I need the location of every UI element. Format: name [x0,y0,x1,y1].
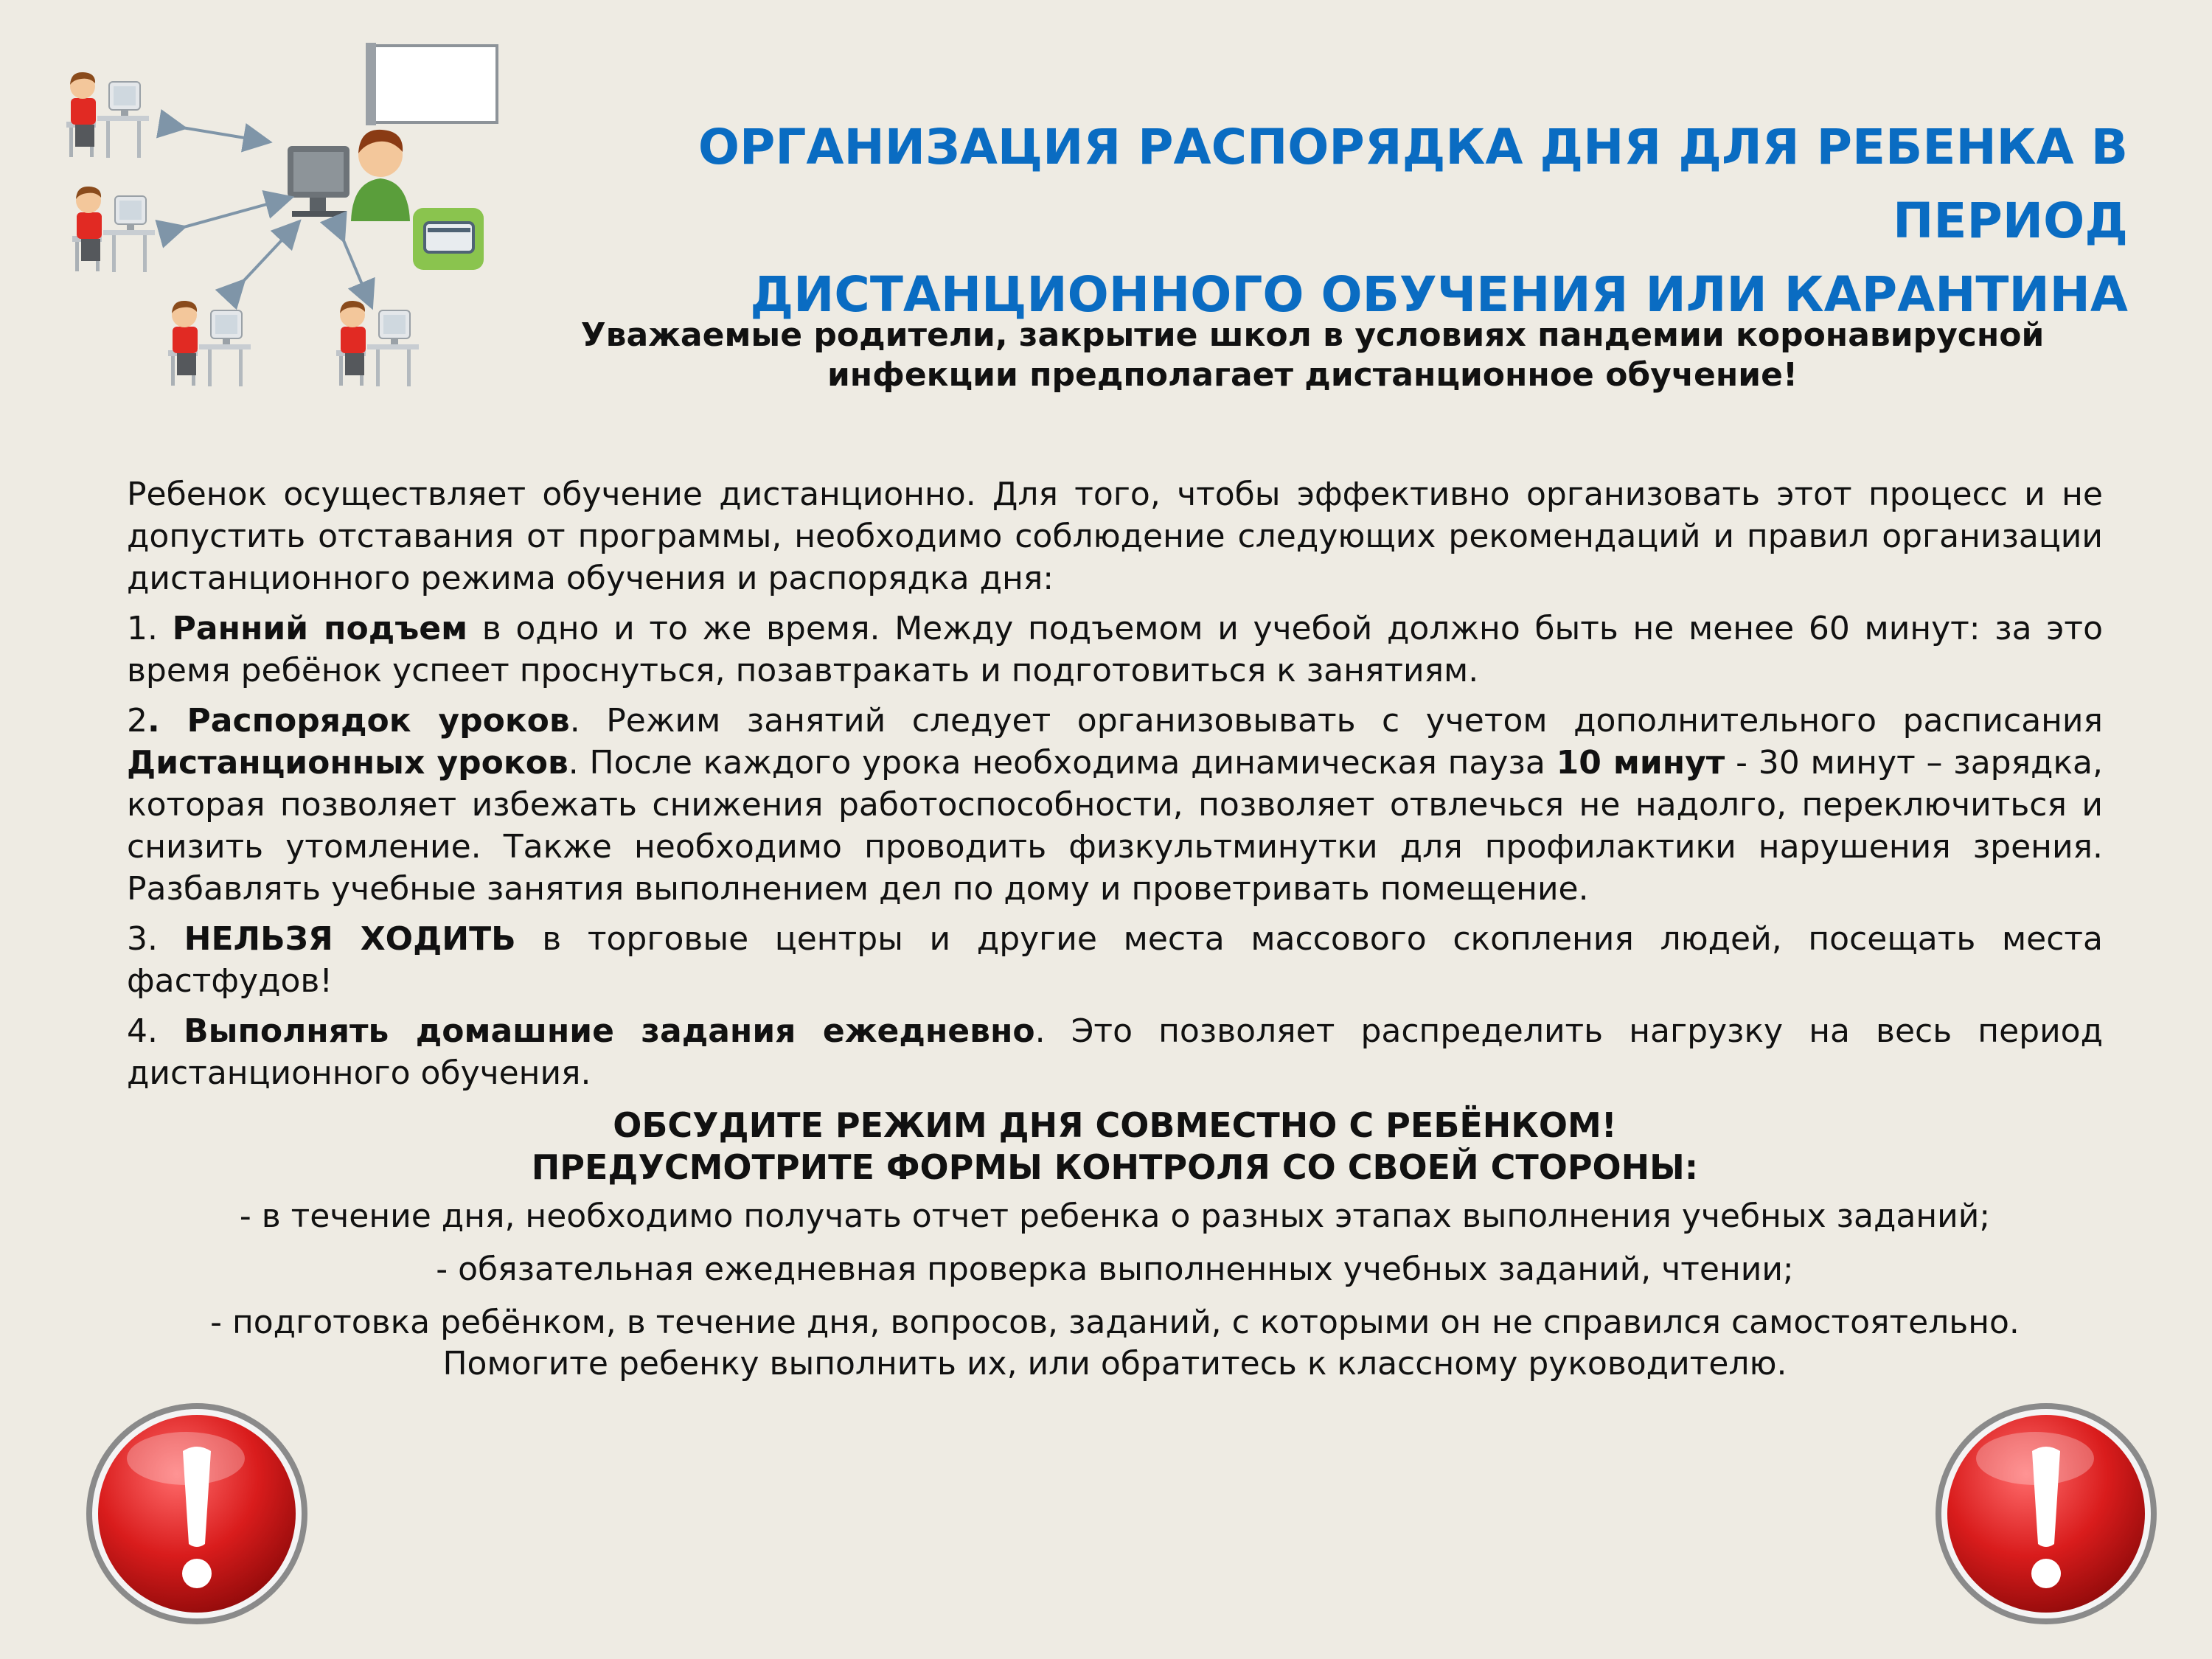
exclamation-warning-icon [83,1399,311,1628]
control-item-3 [127,1302,2103,1385]
control-item-3-line-1: - подготовка ребёнком, в течение дня, вопросов, заданий, с которыми он не справился самостоятельно. [210,1304,2020,1341]
call-to-action [127,1105,2103,1189]
control-forms-list [127,1196,2103,1397]
control-item-3-line-2: Помогите ребенку выполнить их, или обратитесь к классному руководителю. [442,1345,1787,1382]
rule-3-text: в торговые центры и другие места массового скопления людей, посещать места фастфудов! [127,920,2103,1000]
rule-1 [127,608,2103,692]
page-title [543,111,2128,332]
rule-1-text: в одно и то же время. Между подъемом и учебой должно быть не менее 60 минут: за это время ребёнок успеет проснуться, позавтракать и подготовиться к занятиям. [127,610,2103,689]
rule-2-number: 2 [127,702,147,740]
subtitle-line-2: инфекции предполагает дистанционное обучение! [827,356,1798,394]
subtitle [516,316,2109,395]
rule-2 [127,700,2103,910]
rule-2-bold-3: 10 минут [1556,744,1725,782]
control-item-1: - в течение дня, необходимо получать отчет ребенка о разных этапах выполнения учебных заданий; [239,1197,1991,1235]
cta-line-1: ОБСУДИТЕ РЕЖИМ ДНЯ СОВМЕСТНО С РЕБЁНКОМ! [613,1105,1617,1145]
rule-2-text-3: - 30 минут – зарядка, которая позволяет избежать снижения работоспособности, позволяет отвлечься не надолго, переключиться и снизить утомление. Также необходимо проводить физкультминутки для профилактики нарушения зрения. Разбавлять учебные занятия выполнением дел по дому и проветривать помещение. [127,744,2104,908]
distance-learning-illustration [44,37,516,413]
rule-4-number: 4. [127,1012,184,1050]
rule-4 [127,1010,2103,1094]
rule-1-number: 1. [127,610,158,647]
control-item-2: - обязательная ежедневная проверка выполненных учебных заданий, чтении; [436,1251,1794,1288]
title-line-2: ДИСТАНЦИОННОГО ОБУЧЕНИЯ ИЛИ КАРАНТИНА [750,266,2128,323]
rule-3 [127,918,2103,1002]
subtitle-line-1: Уважаемые родители, закрытие школ в условиях пандемии коронавирусной [580,316,2045,354]
rule-2-text-1: . Режим занятий следует организовывать с учетом дополнительного расписания [569,702,2103,740]
rule-3-number: 3. [127,920,184,958]
title-line-1: ОРГАНИЗАЦИЯ РАСПОРЯДКА ДНЯ ДЛЯ РЕБЕНКА В ПЕРИОД [698,119,2128,249]
cta-line-2: ПРЕДУСМОТРИТЕ ФОРМЫ КОНТРОЛЯ СО СВОЕЙ СТОРОНЫ: [531,1147,1699,1187]
exclamation-warning-icon [1932,1399,2160,1628]
intro-paragraph: Ребенок осуществляет обучение дистанционно. Для того, чтобы эффективно организовать этот процесс и не допустить отставания от программы, необходимо соблюдение следующих рекомендаций и правил организации дистанционного режима обучения и распорядка дня: [127,476,2103,597]
rule-2-bold-1: . Распорядок уроков [147,702,570,740]
main-text [127,473,2103,1102]
rule-4-bold: Выполнять домашние задания ежедневно [184,1012,1035,1050]
rule-2-bold-2: Дистанционных уроков [127,744,568,782]
rule-2-text-2: . После каждого урока необходима динамическая пауза [568,744,1557,782]
rule-1-bold: Ранний подъем [172,610,468,647]
rule-3-bold: НЕЛЬЗЯ ХОДИТЬ [184,920,516,958]
rule-4-text: . Это позволяет распределить нагрузку на весь период дистанционного обучения. [127,1012,2104,1092]
